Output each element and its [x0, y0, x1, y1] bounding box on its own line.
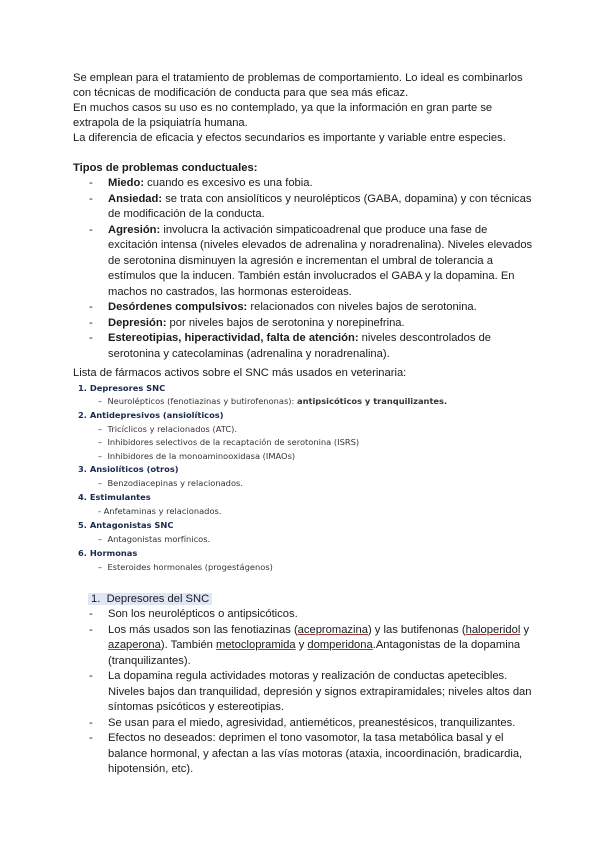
tipos-title: Tipos de problemas conductuales:	[73, 162, 258, 174]
group-6: 6. Hormonas	[78, 548, 138, 558]
group-3-item: – Benzodiacepinas y relacionados.	[98, 478, 243, 488]
depresores-item: - La dopamina regula actividades motoras y realización de conductas apetecibles. Niveles bajos dan tranquilidad, depresión y signos extrapiramidales; niveles altos dan síntomas psicóticos y estereotipias.	[89, 670, 532, 713]
intro-line-2: con técnicas de modificación de conducta para que sea más eficaz.	[73, 87, 409, 99]
tipos-item: - Agresión: involucra la activación simpaticoadrenal que produce una fase de excitación intensa (niveles elevados de adrenalina y noradrenalina). Niveles elevados de serotonina disminuyen la agresión e incrementan el umbral de tolerancia a estímulos que la inducen. También están involucrados el GABA y la dopamina. En machos no castrados, las hormonas esteroideas.	[89, 223, 533, 298]
depresores-item: - Los más usados son las fenotiazinas (acepromazina) y las butifenonas (haloperidol y azaperona). También metoclopramida y domperidona.Antagonistas de la dopamina (tranquilizantes).	[89, 623, 530, 667]
depresores-heading: 1. Depresores del SNC	[88, 592, 212, 608]
group-5-item: – Antagonistas morfínicos.	[98, 534, 211, 544]
tipos-item: - Miedo: cuando es excesivo es una fobia.	[89, 177, 313, 189]
depresores-list	[73, 607, 533, 778]
group-4-item: - Anfetaminas y relacionados.	[98, 506, 222, 516]
tipos-item: - Depresión: por niveles bajos de serotonina y norepinefrina.	[89, 316, 405, 329]
depresores-item: - Efectos no deseados: deprimen el tono vasomotor, la tasa metabólica basal y el balance hormonal, y afectan a las vías motoras (ataxia, incoordinación, bradicardia, hipotensión, etc).	[89, 732, 523, 775]
group-2: 2. Antidepresivos (ansiolíticos)	[78, 410, 224, 420]
intro-line-3: En muchos casos su uso es no contemplado, ya que la información en gran parte se	[73, 102, 493, 114]
group-2-item: – Inhibidores de la monoaminooxidasa (IMAOs)	[98, 451, 296, 461]
depresores-item: - Se usan para el miedo, agresividad, antieméticos, preanestésicos, tranquilizantes.	[89, 716, 516, 729]
group-1-item: – Neurolépticos (fenotiazinas y butirofenonas): antipsicóticos y tranquilizantes.	[98, 396, 448, 406]
tipos-item: - Estereotipias, hiperactividad, falta de atención: niveles descontrolados de serotonina y catecolaminas (adrenalina y noradrenalina).	[89, 332, 492, 360]
group-1: 1. Depresores SNC	[78, 383, 166, 393]
tipos-item: - Ansiedad: se trata con ansiolíticos y neurolépticos (GABA, dopamina) y con técnicas de modificación de la conducta.	[89, 192, 532, 220]
intro-line-1: Se emplean para el tratamiento de problemas de comportamiento. Lo ideal es combinarlos	[73, 72, 523, 84]
intro-line-4: extrapola de la psiquiatría humana.	[73, 117, 248, 129]
group-3: 3. Ansiolíticos (otros)	[78, 464, 179, 474]
group-2-item: – Inhibidores selectivos de la recaptación de serotonina (ISRS)	[98, 437, 360, 447]
intro-line-5: La diferencia de eficacia y efectos secundarios es importante y variable entre especies.	[73, 132, 506, 144]
lista-title: Lista de fármacos activos sobre el SNC más usados en veterinaria:	[73, 367, 407, 379]
group-2-item: – Tricíclicos y relacionados (ATC).	[98, 424, 238, 434]
tipos-list	[73, 176, 533, 362]
group-4: 4. Estimulantes	[78, 492, 151, 502]
group-5: 5. Antagonistas SNC	[78, 520, 174, 530]
group-6-item: – Esteroides hormonales (progestágenos)	[98, 562, 273, 572]
depresores-item: - Son los neurolépticos o antipsicóticos.	[89, 608, 298, 620]
tipos-item: - Desórdenes compulsivos: relacionados con niveles bajos de serotonina.	[89, 301, 477, 313]
